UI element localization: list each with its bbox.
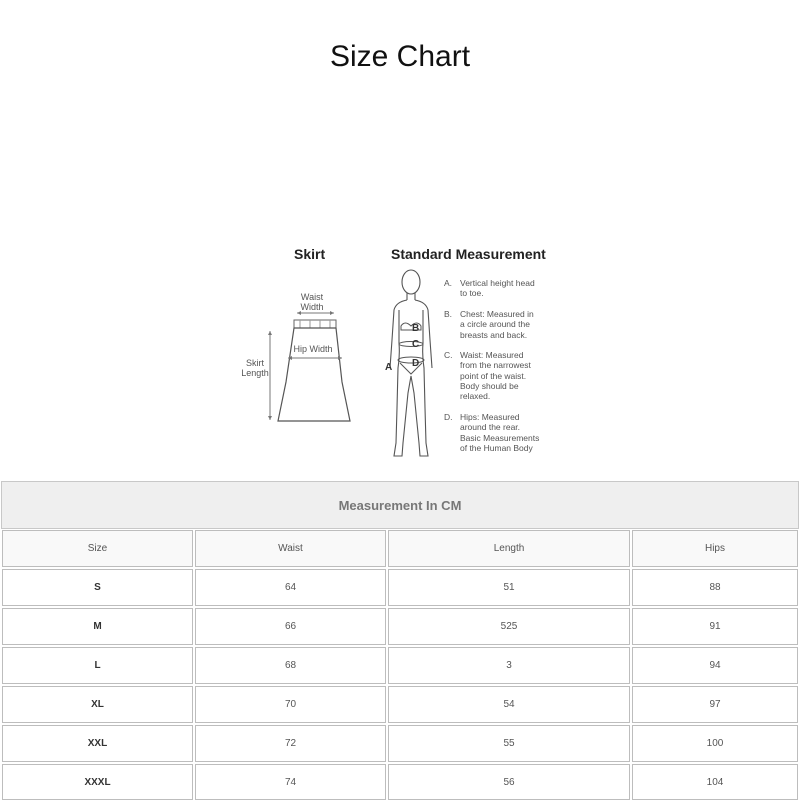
table-row-length: 54 (388, 686, 630, 723)
table-row-length: 51 (388, 569, 630, 606)
table-row-length: 55 (388, 725, 630, 762)
measurement-step-b: B. Chest: Measured in a circle around the breasts and back. (444, 309, 534, 340)
size-table (0, 481, 800, 800)
header-length: Length (388, 530, 630, 567)
table-row-size: XXXL (2, 764, 193, 800)
standard-measurement-heading: Standard Measurement (391, 246, 546, 262)
table-row-size: M (2, 608, 193, 645)
body-label-b: B (412, 323, 420, 334)
table-row-waist: 70 (195, 686, 386, 723)
header-hips: Hips (632, 530, 798, 567)
body-label-d: D (412, 358, 420, 369)
skirt-length-label: Skirt Length (241, 358, 269, 378)
table-row-size: XL (2, 686, 193, 723)
table-row-size: XXL (2, 725, 193, 762)
measurement-step-a: A. Vertical height head to toe. (444, 278, 535, 299)
skirt-illustration (230, 240, 370, 430)
measurement-step-d: D. Hips: Measured around the rear. Basic Measurements of the Human Body (444, 412, 540, 453)
body-label-a: A (385, 362, 393, 373)
table-row-waist: 64 (195, 569, 386, 606)
table-row-length: 525 (388, 608, 630, 645)
page-title: Size Chart (329, 40, 471, 73)
header-waist: Waist (195, 530, 386, 567)
table-row-hips: 100 (632, 725, 798, 762)
table-row-size: S (2, 569, 193, 606)
table-row-hips: 97 (632, 686, 798, 723)
measurement-figure (230, 240, 570, 480)
skirt-heading: Skirt (294, 246, 326, 262)
table-caption: Measurement In CM (1, 481, 799, 529)
measurement-step-c: C. Waist: Measured from the narrowest point of the waist. Body should be relaxed. (444, 350, 531, 402)
table-row-waist: 74 (195, 764, 386, 800)
table-row-length: 3 (388, 647, 630, 684)
table-row-waist: 72 (195, 725, 386, 762)
body-label-c: C (412, 339, 420, 350)
table-row-length: 56 (388, 764, 630, 800)
waist-width-label: Waist Width (300, 292, 324, 312)
hip-width-label: Hip Width (293, 344, 333, 354)
table-row-size: L (2, 647, 193, 684)
table-row-waist: 66 (195, 608, 386, 645)
table-row-hips: 94 (632, 647, 798, 684)
header-size: Size (2, 530, 193, 567)
table-row-waist: 68 (195, 647, 386, 684)
table-row-hips: 91 (632, 608, 798, 645)
table-row-hips: 88 (632, 569, 798, 606)
table-row-hips: 104 (632, 764, 798, 800)
